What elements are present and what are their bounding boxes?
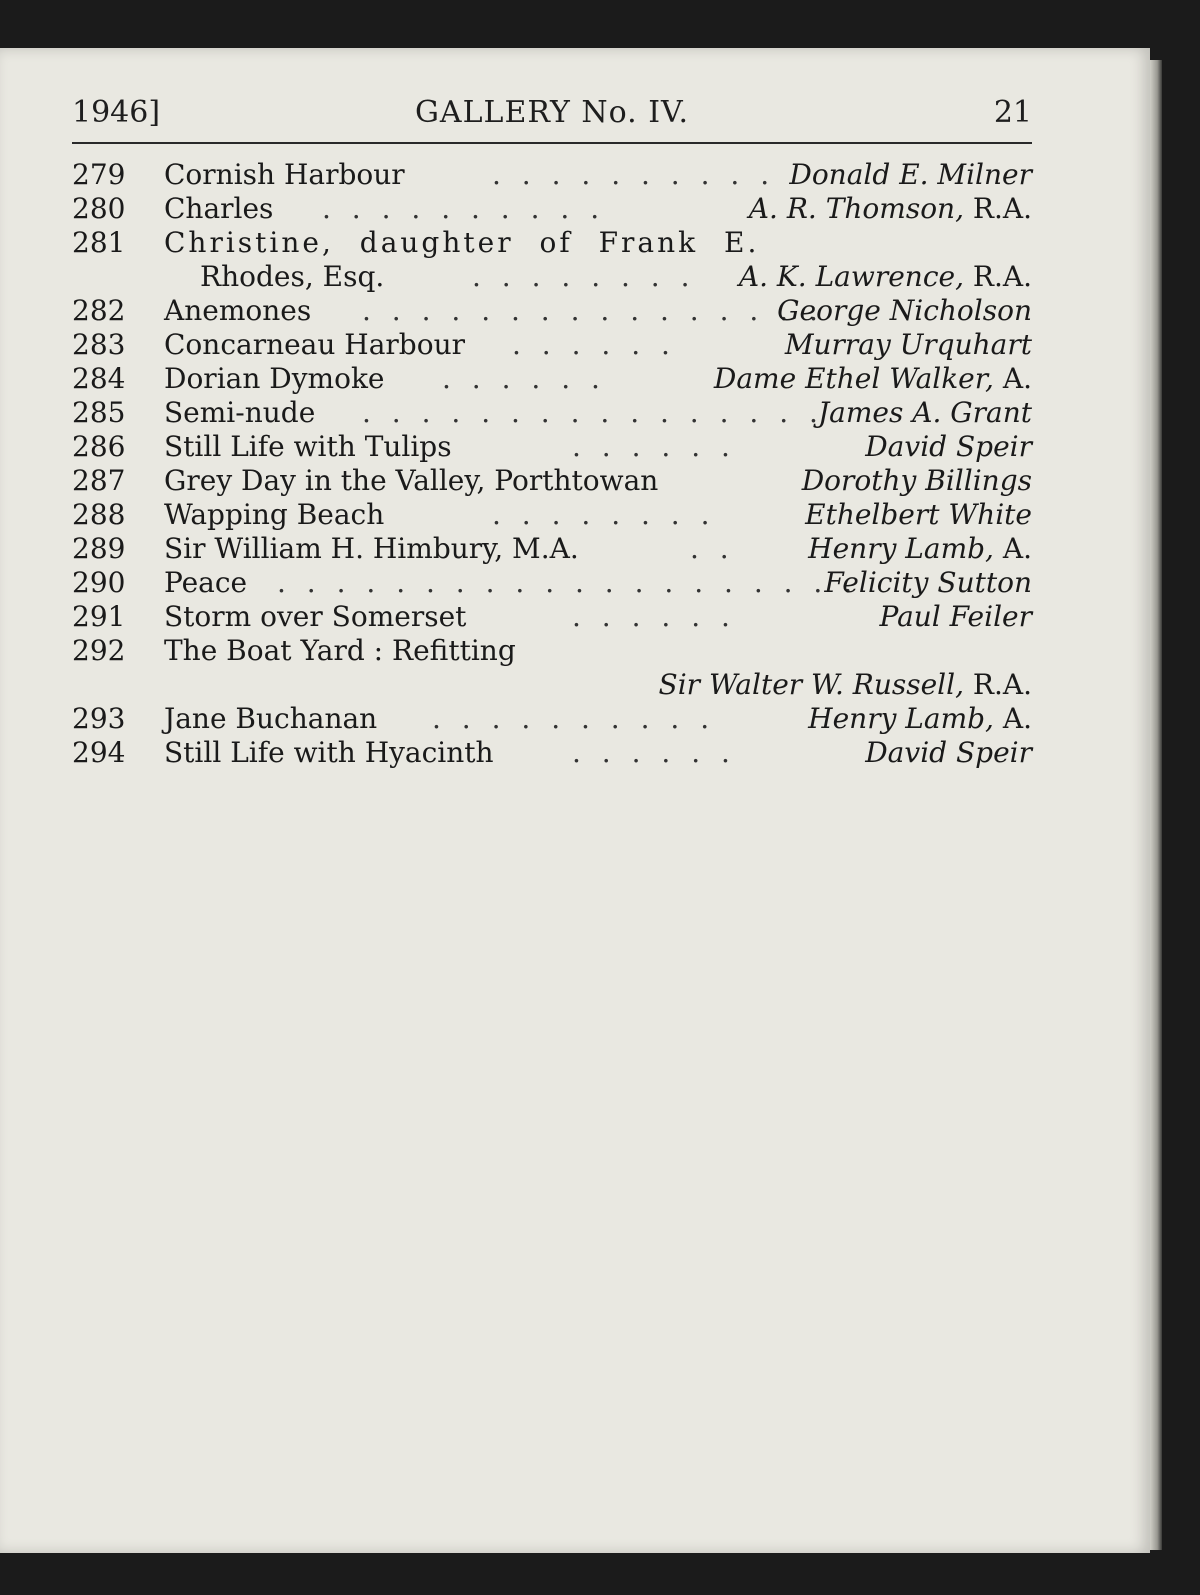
entry-number: 281: [72, 226, 126, 259]
leader-dots: . . . . . .: [442, 362, 606, 395]
entry-artist: James A. Grant: [817, 396, 1032, 429]
entry-artist: Sir Walter W. Russell, R.A.: [658, 668, 1032, 701]
leader-dots: . . . . . .: [512, 328, 676, 361]
entry-number: 291: [72, 600, 126, 633]
list-item: [72, 600, 1032, 634]
entry-title: Still Life with Tulips: [164, 430, 452, 463]
entry-artist: Dorothy Billings: [801, 464, 1032, 497]
list-item: [72, 328, 1032, 362]
leader-dots: . . . . . . . . . . . . . . . .: [362, 396, 824, 429]
entry-artist: Henry Lamb, A.: [808, 702, 1032, 735]
entry-title: Wapping Beach: [164, 498, 385, 531]
leader-dots: . . . . . . . . . .: [492, 158, 776, 191]
entry-artist: David Speir: [865, 736, 1032, 769]
running-head: [72, 95, 1032, 135]
list-item: [72, 294, 1032, 328]
entry-number: 294: [72, 736, 126, 769]
leader-dots: . . . . . . . . . .: [432, 702, 716, 735]
leader-dots: . . . . . . . . . . . . . . . .: [362, 294, 824, 327]
entry-title: Dorian Dymoke: [164, 362, 385, 395]
page-edge: [1150, 60, 1162, 1550]
entry-title: Anemones: [164, 294, 312, 327]
list-item: [72, 396, 1032, 430]
entry-number: 284: [72, 362, 126, 395]
entry-artist: A. R. Thomson, R.A.: [748, 192, 1032, 225]
list-item: [72, 566, 1032, 600]
list-item: [72, 634, 1032, 668]
list-item: [72, 192, 1032, 226]
entry-number: 285: [72, 396, 126, 429]
entry-number: 293: [72, 702, 126, 735]
list-item: [72, 736, 1032, 770]
list-item: [72, 532, 1032, 566]
entry-title: Peace: [164, 566, 248, 599]
list-item: [72, 158, 1032, 192]
entry-number: 286: [72, 430, 126, 463]
entry-artist: Felicity Sutton: [824, 566, 1032, 599]
entry-number: 292: [72, 634, 126, 667]
leader-dots: . .: [690, 532, 735, 565]
leader-dots: . . . . . .: [572, 430, 736, 463]
entry-artist: A. K. Lawrence, R.A.: [738, 260, 1032, 293]
list-item: [72, 668, 1032, 702]
entry-number: 289: [72, 532, 126, 565]
entry-number: 290: [72, 566, 126, 599]
page-number: 21: [993, 95, 1032, 130]
entry-title: Charles: [164, 192, 274, 225]
entry-number: 282: [72, 294, 126, 327]
leader-dots: . . . . . . . . . .: [322, 192, 606, 225]
entry-title: Concarneau Harbour: [164, 328, 465, 361]
entry-number: 280: [72, 192, 126, 225]
header-rule: [72, 142, 1032, 144]
gallery-title: GALLERY No. IV.: [414, 95, 690, 130]
list-item: [72, 702, 1032, 736]
entry-number: 283: [72, 328, 126, 361]
entry-artist: Henry Lamb, A.: [808, 532, 1032, 565]
entry-title: Semi-nude: [164, 396, 316, 429]
entry-title: Cornish Harbour: [164, 158, 405, 191]
entry-number: 279: [72, 158, 126, 191]
list-item: [72, 226, 1032, 260]
entry-list: [72, 158, 1032, 770]
entry-title: Still Life with Hyacinth: [164, 736, 494, 769]
entry-artist: Murray Urquhart: [784, 328, 1032, 361]
list-item: [72, 464, 1032, 498]
entry-title: Christine, daughter of Frank E.: [164, 226, 760, 259]
list-item: [72, 430, 1032, 464]
leader-dots: . . . . . . . . . . . . . . . . . . . .: [277, 566, 859, 599]
entry-artist: Ethelbert White: [805, 498, 1032, 531]
list-item: [72, 260, 1032, 294]
entry-title: Storm over Somerset: [164, 600, 467, 633]
leader-dots: . . . . . .: [572, 736, 736, 769]
list-item: [72, 498, 1032, 532]
entry-title: Rhodes, Esq.: [200, 260, 385, 293]
entry-artist: Paul Feiler: [879, 600, 1032, 633]
leader-dots: . . . . . . . .: [472, 260, 696, 293]
leader-dots: . . . . . . . .: [492, 498, 716, 531]
entry-artist: Donald E. Milner: [789, 158, 1032, 191]
list-item: [72, 362, 1032, 396]
entry-number: 288: [72, 498, 126, 531]
leader-dots: . . . . . .: [572, 600, 736, 633]
entry-artist: David Speir: [865, 430, 1032, 463]
entry-title: Jane Buchanan: [164, 702, 378, 735]
entry-title: The Boat Yard : Refitting: [164, 634, 516, 667]
entry-artist: Dame Ethel Walker, A.: [713, 362, 1032, 395]
entry-title: Sir William H. Himbury, M.A.: [164, 532, 579, 565]
entry-number: 287: [72, 464, 126, 497]
running-head-year: 1946]: [72, 95, 161, 130]
entry-artist: George Nicholson: [777, 294, 1032, 327]
entry-title: Grey Day in the Valley, Porthtowan: [164, 464, 659, 497]
